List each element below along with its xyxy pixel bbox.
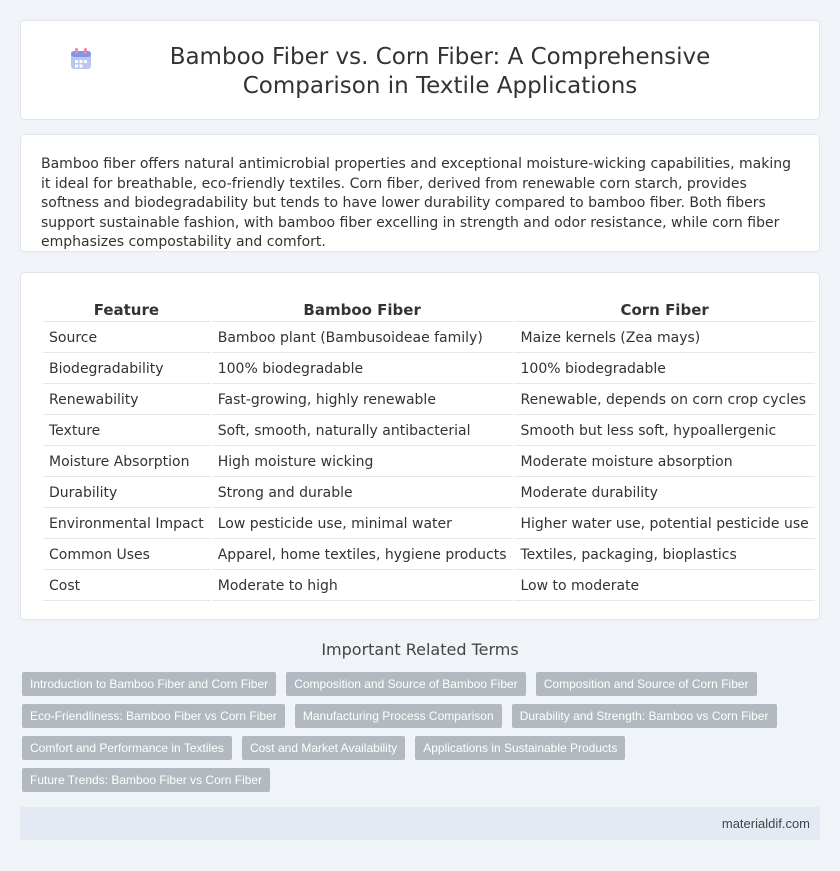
bamboo-cell: High moisture wicking — [212, 448, 513, 477]
table-row — [43, 417, 815, 446]
summary-card — [20, 134, 820, 252]
corn-cell: Maize kernels (Zea mays) — [515, 324, 815, 353]
corn-cell: 100% biodegradable — [515, 355, 815, 384]
header-feature: Feature — [43, 297, 210, 322]
header-corn-fiber: Corn Fiber — [515, 297, 815, 322]
feature-cell: Texture — [43, 417, 210, 446]
related-tag[interactable]: Durability and Strength: Bamboo vs Corn Fiber — [512, 704, 777, 728]
table-row — [43, 386, 815, 415]
related-tag[interactable]: Comfort and Performance in Textiles — [22, 736, 232, 760]
feature-cell: Source — [43, 324, 210, 353]
related-tag[interactable]: Future Trends: Bamboo Fiber vs Corn Fiber — [22, 768, 270, 792]
related-tags — [22, 672, 812, 800]
feature-cell: Durability — [43, 479, 210, 508]
feature-cell: Cost — [43, 572, 210, 601]
table-row — [43, 572, 815, 601]
related-tag[interactable]: Introduction to Bamboo Fiber and Corn Fiber — [22, 672, 276, 696]
corn-cell: Moderate durability — [515, 479, 815, 508]
feature-cell: Renewability — [43, 386, 210, 415]
table-row — [43, 510, 815, 539]
related-tag[interactable]: Applications in Sustainable Products — [415, 736, 625, 760]
bamboo-cell: Moderate to high — [212, 572, 513, 601]
table-row — [43, 324, 815, 353]
bamboo-cell: Low pesticide use, minimal water — [212, 510, 513, 539]
bamboo-cell: 100% biodegradable — [212, 355, 513, 384]
page-title: Bamboo Fiber vs. Corn Fiber: A Comprehensive Comparison in Textile Applications — [169, 44, 711, 99]
table-row — [43, 541, 815, 570]
header-bamboo-fiber: Bamboo Fiber — [212, 297, 513, 322]
summary-text: Bamboo fiber offers natural antimicrobial properties and exceptional moisture-wicking capabilities, making it ideal for breathable, eco-friendly textiles. Corn fiber, derived from renewable corn starch, provides softness and biodegradability but tends to have lower durability compared to bamboo fiber. Both fibers support sustainable fashion, with bamboo fiber excelling in strength and odor resistance, while corn fiber emphasizes compostability and comfort. — [41, 156, 791, 250]
table-row — [43, 355, 815, 384]
corn-cell: Renewable, depends on corn crop cycles — [515, 386, 815, 415]
related-terms-heading: Important Related Terms — [321, 640, 519, 659]
corn-cell: Higher water use, potential pesticide use — [515, 510, 815, 539]
table-row — [43, 448, 815, 477]
related-tag[interactable]: Cost and Market Availability — [242, 736, 405, 760]
related-tag[interactable]: Eco-Friendliness: Bamboo Fiber vs Corn Fiber — [22, 704, 285, 728]
feature-cell: Biodegradability — [43, 355, 210, 384]
bamboo-cell: Apparel, home textiles, hygiene products — [212, 541, 513, 570]
bamboo-cell: Bamboo plant (Bambusoideae family) — [212, 324, 513, 353]
corn-cell: Low to moderate — [515, 572, 815, 601]
corn-cell: Moderate moisture absorption — [515, 448, 815, 477]
related-tag[interactable]: Composition and Source of Corn Fiber — [536, 672, 757, 696]
related-tag[interactable]: Manufacturing Process Comparison — [295, 704, 502, 728]
feature-cell: Moisture Absorption — [43, 448, 210, 477]
comparison-table-card — [20, 272, 820, 620]
comparison-table — [41, 295, 817, 603]
table-header-row — [43, 297, 815, 322]
table-row — [43, 479, 815, 508]
bamboo-cell: Fast-growing, highly renewable — [212, 386, 513, 415]
corn-cell: Textiles, packaging, bioplastics — [515, 541, 815, 570]
title-card — [20, 20, 820, 120]
feature-cell: Environmental Impact — [43, 510, 210, 539]
bamboo-cell: Strong and durable — [212, 479, 513, 508]
feature-cell: Common Uses — [43, 541, 210, 570]
footer-site-link[interactable]: materialdif.com — [721, 816, 810, 831]
bamboo-cell: Soft, smooth, naturally antibacterial — [212, 417, 513, 446]
related-tag[interactable]: Composition and Source of Bamboo Fiber — [286, 672, 525, 696]
footer-bar — [20, 807, 820, 840]
corn-cell: Smooth but less soft, hypoallergenic — [515, 417, 815, 446]
